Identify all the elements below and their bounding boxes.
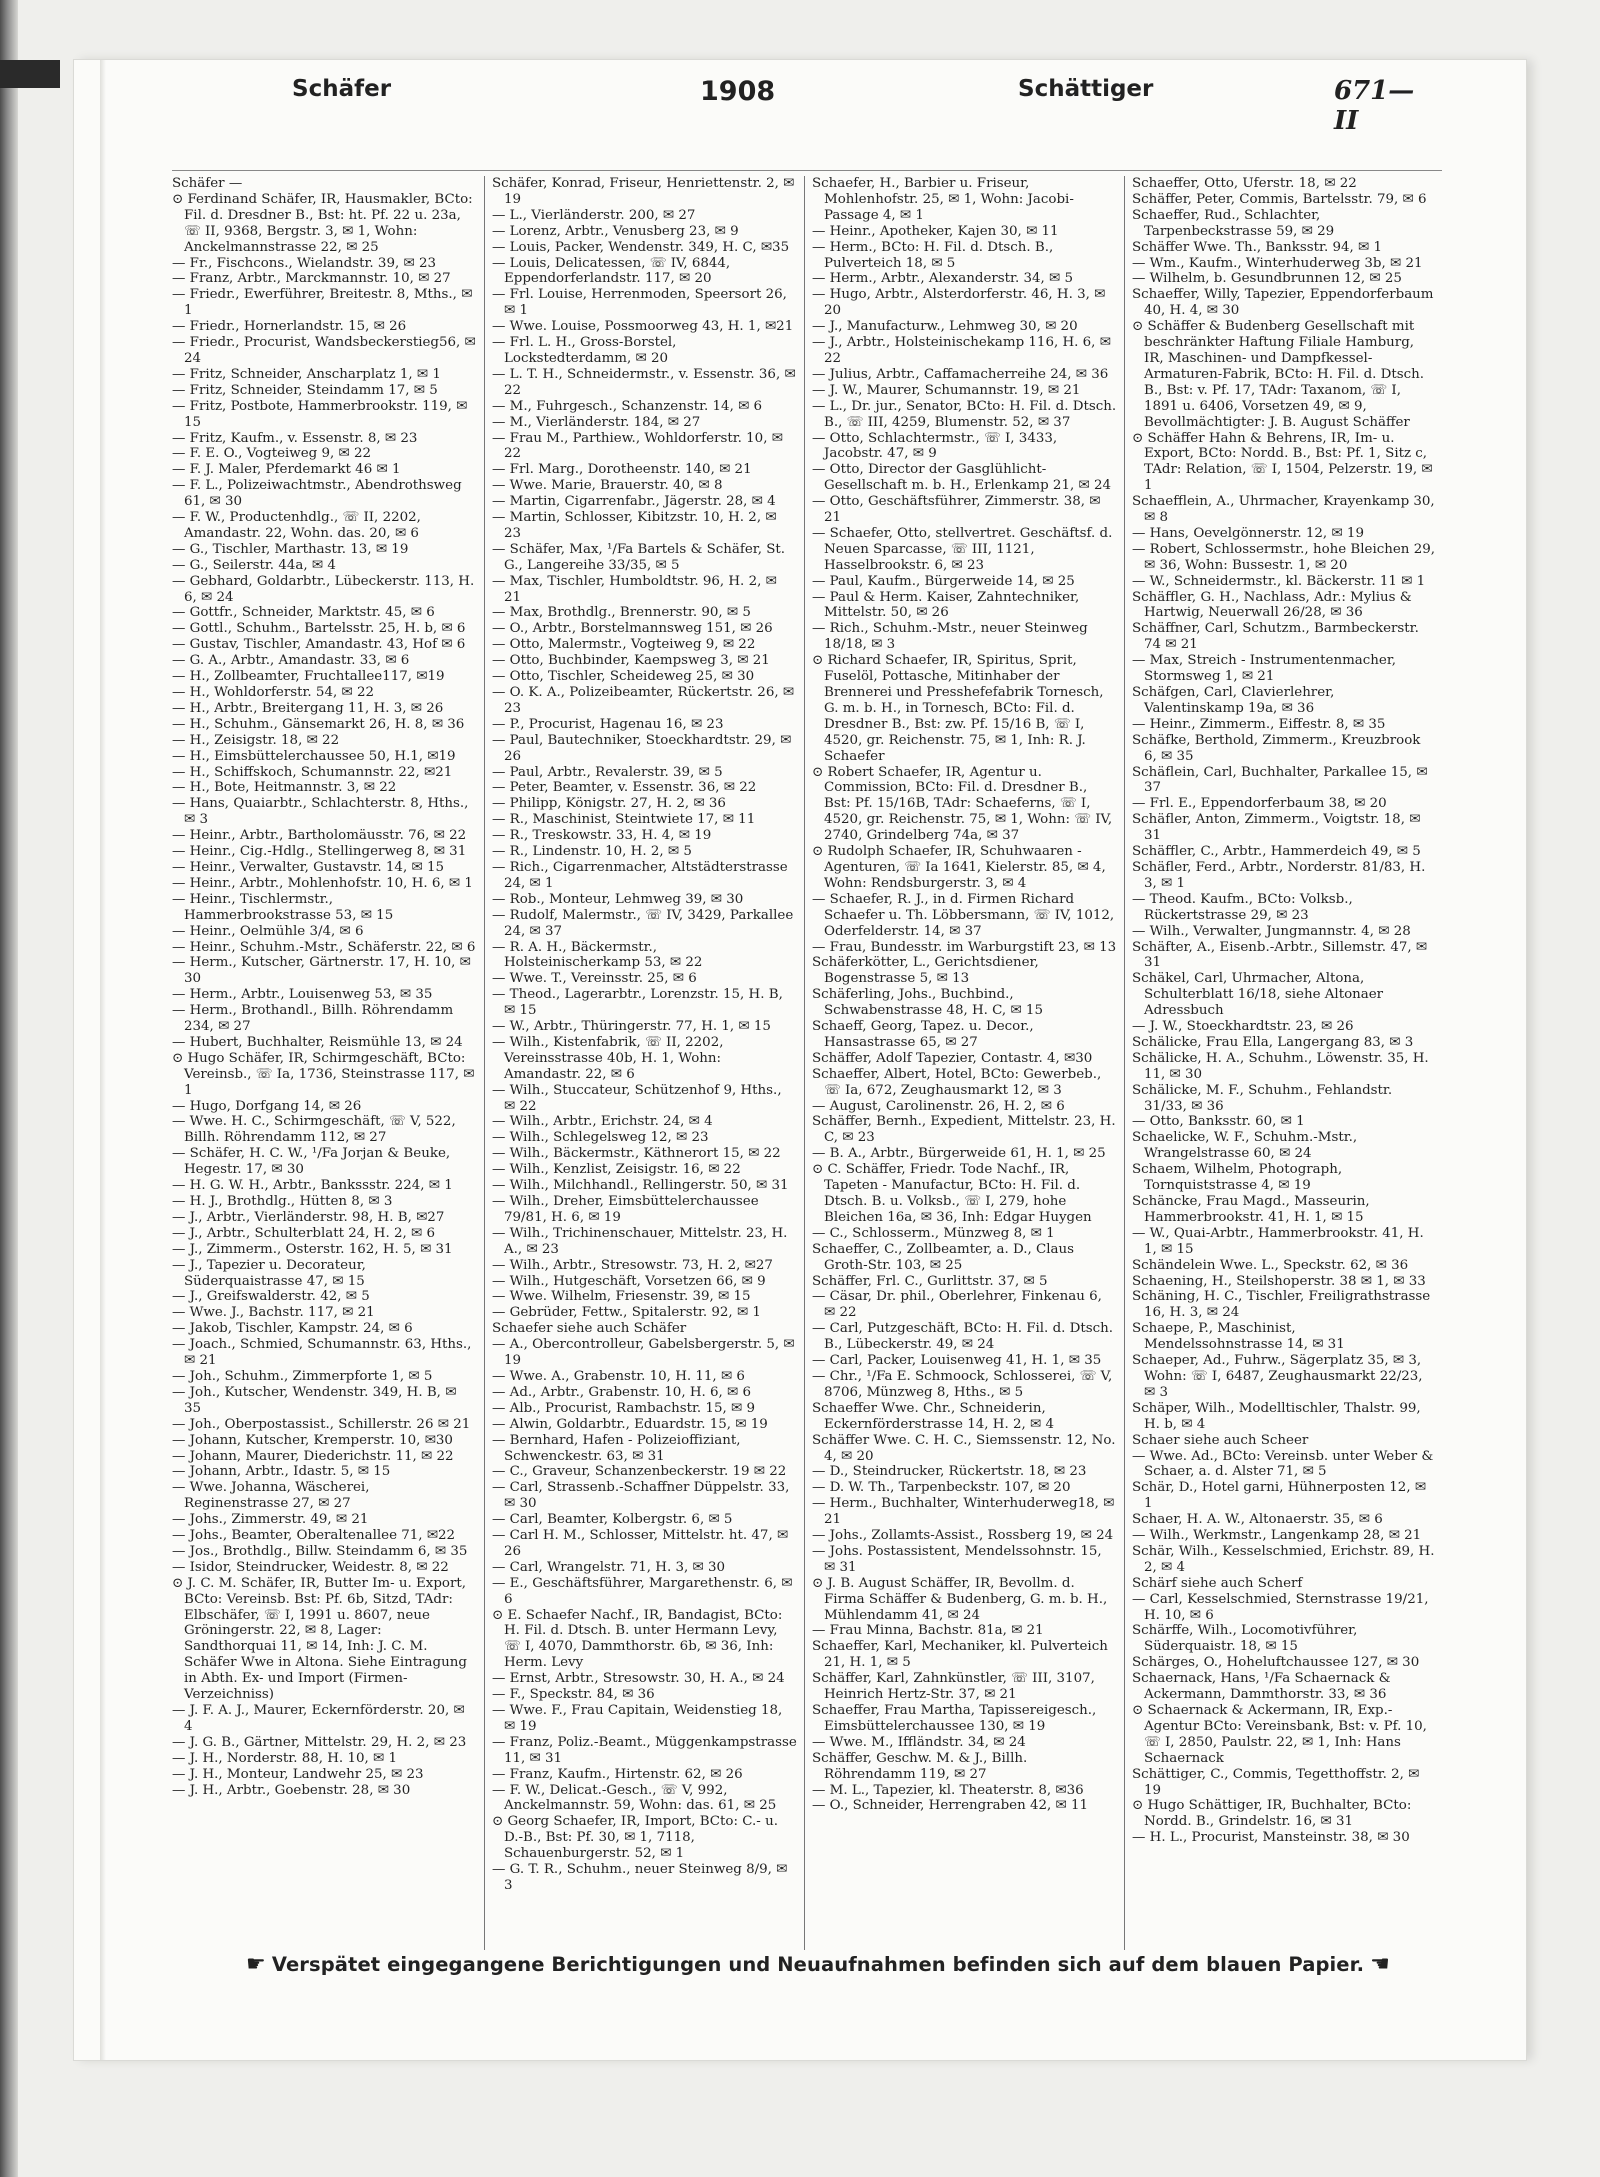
directory-entry: — Schaefer, R. J., in d. Firmen Richard Schaefer u. Th. Löbbersmann, ☏ IV, 1012, Oderfelderstr. 14, ✉ 37 xyxy=(812,891,1115,939)
directory-entry: Schäffer, Karl, Zahnkünstler, ☏ III, 3107, Heinrich Hertz-Str. 37, ✉ 21 xyxy=(812,1671,1095,1703)
directory-entry: — Frau Minna, Bachstr. 81a, ✉ 21 xyxy=(812,1623,1044,1639)
footer-text: Verspätet eingegangene Berichtigungen und Neuaufnahmen befinden sich auf dem blauen Papier. xyxy=(271,1953,1365,1976)
directory-entry: — Heinr., Tischlermstr., Hammerbrookstrasse 53, ✉ 15 xyxy=(172,891,394,923)
directory-entry: — Paul, Kaufm., Bürgerweide 14, ✉ 25 xyxy=(812,573,1075,589)
directory-entry: — Peter, Beamter, v. Essenstr. 36, ✉ 22 xyxy=(492,780,757,796)
directory-entry: — Hugo, Arbtr., Alsterdorferstr. 46, H. 3, ✉ 20 xyxy=(812,287,1106,319)
directory-entry: — Theod., Lagerarbtr., Lorenzstr. 15, H. B, ✉ 15 xyxy=(492,987,783,1019)
directory-entry: Schaernack, Hans, ¹/Fa Schaernack & Ackermann, Dammthorstr. 33, ✉ 36 xyxy=(1132,1671,1391,1703)
directory-entry: — H. L., Procurist, Mansteinstr. 38, ✉ 30 xyxy=(1132,1830,1410,1846)
directory-entry: Schättiger, C., Commis, Tegetthoffstr. 2, ✉ 19 xyxy=(1132,1766,1420,1798)
directory-entry: — L. T. H., Schneidermstr., v. Essenstr. 36, ✉ 22 xyxy=(492,366,796,398)
directory-entry: — Johs., Beamter, Oberaltenallee 71, ✉22 xyxy=(172,1528,456,1544)
directory-entry: — Gustav, Tischler, Amandastr. 43, Hof ✉ 6 xyxy=(172,637,466,653)
directory-entry: — Heinr., Cig.-Hdlg., Stellingerweg 8, ✉ 31 xyxy=(172,844,467,860)
directory-entry: — Wwe. Johanna, Wäscherei, Reginenstrasse 27, ✉ 27 xyxy=(172,1480,370,1512)
directory-entry: — Wilh., Trichinenschauer, Mittelstr. 23, H. A., ✉ 23 xyxy=(492,1225,788,1257)
directory-entry: — J. W., Maurer, Schumannstr. 19, ✉ 21 xyxy=(812,382,1081,398)
directory-entry: Schäffer Wwe. Th., Banksstr. 94, ✉ 1 xyxy=(1132,239,1383,255)
directory-entry: — Fritz, Schneider, Anscharplatz 1, ✉ 1 xyxy=(172,366,441,382)
directory-entry: — Wilh., Schlegelsweg 12, ✉ 23 xyxy=(492,1130,709,1146)
directory-entry: — Jos., Brothdlg., Billw. Steindamm 6, ✉ 35 xyxy=(172,1543,468,1559)
directory-entry: — G. T. R., Schuhm., neuer Steinweg 8/9, ✉ 3 xyxy=(492,1862,788,1893)
directory-entry: — Ernst, Arbtr., Stresowstr. 30, H. A., ✉ 24 xyxy=(492,1671,785,1687)
directory-entry: Schäfer, Konrad, Friseur, Henriettenstr. 2, ✉ 19 xyxy=(492,176,795,207)
directory-entry: — M. L., Tapezier, kl. Theaterstr. 8, ✉36 xyxy=(812,1782,1084,1798)
directory-entry: — F. L., Polizeiwachtmstr., Abendrothsweg 61, ✉ 30 xyxy=(172,478,462,510)
directory-entry: ⊙ Schäffer & Budenberg Gesellschaft mit beschränkter Haftung Filiale Hamburg, IR, Maschinen- und Dampfkessel-Armaturen-Fabrik, BCto: H. Fil. d. Dtsch. B., Bst: v. Pf. 17, TAdr: Taxanom, ☏ I, 1891 u. 6406, Vorsetzen 49, ✉ 9, Bevollmächtigter: J. B. August Schäffer xyxy=(1132,319,1425,430)
directory-entry: — Schäfer, Max, ¹/Fa Bartels & Schäfer, St. G., Langereihe 33/35, ✉ 5 xyxy=(492,541,786,573)
directory-entry: — Louis, Delicatessen, ☏ IV, 6844, Eppendorferlandstr. 117, ✉ 20 xyxy=(492,255,731,287)
directory-entry: — J., Zimmerm., Osterstr. 162, H. 5, ✉ 31 xyxy=(172,1241,453,1257)
directory-entry: — F. J. Maler, Pferdemarkt 46 ✉ 1 xyxy=(172,462,401,478)
directory-entry: — Joh., Kutscher, Wendenstr. 349, H. B, ✉ 35 xyxy=(172,1384,457,1416)
directory-entry: — Fritz, Schneider, Steindamm 17, ✉ 5 xyxy=(172,382,438,398)
directory-entry: Schäffer, Bernh., Expedient, Mittelstr. 23, H. C, ✉ 23 xyxy=(812,1114,1116,1146)
directory-entry: Schälicke, H. A., Schuhm., Löwenstr. 35, H. 11, ✉ 30 xyxy=(1132,1050,1429,1082)
directory-entry: — Otto, Tischler, Scheideweg 25, ✉ 30 xyxy=(492,669,755,685)
directory-entry: — C., Schlosserm., Münzweg 8, ✉ 1 xyxy=(812,1225,1055,1241)
page-number-text: 671—II xyxy=(1334,76,1415,136)
directory-entry: Schäffler, G. H., Nachlass, Adr.: Mylius & Hartwig, Neuerwall 26/28, ✉ 36 xyxy=(1132,589,1412,621)
directory-entry: ⊙ C. Schäffer, Friedr. Tode Nachf., IR, Tapeten - Manufactur, BCto: H. Fil. d. Dtsch. B. u. Volksb., ☏ I, 279, hohe Bleichen 16a, ✉ 36, Inh: Edgar Huygen xyxy=(812,1162,1092,1225)
directory-entry: — Wwe. Marie, Brauerstr. 40, ✉ 8 xyxy=(492,478,723,494)
directory-entry: — W., Quai-Arbtr., Hammerbrookstr. 41, H. 1, ✉ 15 xyxy=(1132,1225,1424,1257)
directory-entry: — Franz, Arbtr., Marckmannstr. 10, ✉ 27 xyxy=(172,271,451,287)
directory-entry: — Max, Tischler, Humboldtstr. 96, H. 2, ✉ 21 xyxy=(492,573,777,605)
directory-entry: Schäfgen, Carl, Clavierlehrer, Valentinskamp 19a, ✉ 36 xyxy=(1132,685,1335,716)
directory-entry: ⊙ Georg Schaefer, IR, Import, BCto: C.- u. D.-B., Bst: Pf. 30, ✉ 1, 7118, Schauenburgerstr. 52, ✉ 1 xyxy=(492,1814,778,1862)
directory-entry: — Chr., ¹/Fa E. Schmoock, Schlosserei, ☏ V, 8706, Münzweg 8, Hths., ✉ 5 xyxy=(812,1368,1113,1400)
directory-entry: — Frl. Marg., Dorotheenstr. 140, ✉ 21 xyxy=(492,462,752,478)
directory-entry: — J. F. A. J., Maurer, Eckernförderstr. 20, ✉ 4 xyxy=(172,1703,465,1734)
directory-entry: — Rich., Schuhm.-Mstr., neuer Steinweg 18/18, ✉ 3 xyxy=(812,621,1088,653)
directory-entry: — Philipp, Königstr. 27, H. 2, ✉ 36 xyxy=(492,796,726,812)
directory-entry: — Heinr., Apotheker, Kajen 30, ✉ 11 xyxy=(812,223,1059,239)
directory-entry: — Carl H. M., Schlosser, Mittelstr. ht. 47, ✉ 26 xyxy=(492,1528,789,1559)
directory-entry: Schäfler, Anton, Zimmerm., Voigtstr. 18, ✉ 31 xyxy=(1132,812,1421,844)
directory-entry: — H., Zeisigstr. 18, ✉ 22 xyxy=(172,732,340,748)
directory-entry: ⊙ J. C. M. Schäfer, IR, Butter Im- u. Export, BCto: Vereinsb. Bst: Pf. 6b, Sitzd, TAdr: Elbschäfer, ☏ I, 1991 u. 8607, neue Gröningerstr. 22, ✉ 8, Lager: Sandthorquai 11, ✉ 14, Inh: J. C. M. Schäfer Wwe in Altona. Siehe Eintragung in Abth. Ex- und Import (Firmen-Verzeichniss) xyxy=(172,1575,467,1703)
directory-entry: Schändelein Wwe. L., Speckstr. 62, ✉ 36 xyxy=(1132,1257,1409,1273)
directory-entry: Schäncke, Frau Magd., Masseurin, Hammerbrookstr. 41, H. 1, ✉ 15 xyxy=(1132,1194,1370,1225)
directory-entry: Schäning, H. C., Tischler, Freiligrathstrasse 16, H. 3, ✉ 24 xyxy=(1132,1289,1431,1321)
directory-entry: Schaeff, Georg, Tapez. u. Decor., Hansastrasse 65, ✉ 27 xyxy=(812,1019,1034,1050)
directory-entry: — J. H., Arbtr., Goebenstr. 28, ✉ 30 xyxy=(172,1782,411,1798)
directory-entry: ⊙ Hugo Schäfer, IR, Schirmgeschäft, BCto: Vereinsb., ☏ Ia, 1736, Steinstrasse 117, ✉ 1 xyxy=(172,1050,475,1098)
directory-entry: Schäfter, A., Eisenb.-Arbtr., Sillemstr. 47, ✉ 31 xyxy=(1132,939,1428,971)
directory-entry: — G. A., Arbtr., Amandastr. 33, ✉ 6 xyxy=(172,653,410,669)
directory-entry: — L., Dr. jur., Senator, BCto: H. Fil. d. Dtsch. B., ☏ III, 4259, Blumenstr. 52, ✉ 37 xyxy=(812,398,1117,430)
header-year: 1908 xyxy=(700,76,776,107)
directory-entry: — Paul & Herm. Kaiser, Zahntechniker, Mittelstr. 50, ✉ 26 xyxy=(812,589,1080,621)
directory-entry: — Fritz, Kaufm., v. Essenstr. 8, ✉ 23 xyxy=(172,430,418,446)
directory-entry: Schaelicke, W. F., Schuhm.-Mstr., Wrangelstrasse 60, ✉ 24 xyxy=(1132,1130,1358,1162)
directory-entry: — Joh., Oberpostassist., Schillerstr. 26 ✉ 21 xyxy=(172,1416,471,1432)
directory-entry: — Wilhelm, b. Gesundbrunnen 12, ✉ 25 xyxy=(1132,271,1402,287)
directory-entry: — Otto, Buchbinder, Kaempsweg 3, ✉ 21 xyxy=(492,653,770,669)
page-header xyxy=(92,72,1432,136)
directory-entry: — J. G. B., Gärtner, Mittelstr. 29, H. 2, ✉ 23 xyxy=(172,1734,467,1750)
directory-entry: — Joh., Schuhm., Zimmerpforte 1, ✉ 5 xyxy=(172,1368,433,1384)
directory-entry: — Fritz, Postbote, Hammerbrookstr. 119, ✉ 15 xyxy=(172,398,468,430)
directory-entry: — G., Seilerstr. 44a, ✉ 4 xyxy=(172,557,336,573)
column-3 xyxy=(812,176,1117,1950)
directory-entry: — Ad., Arbtr., Grabenstr. 10, H. 6, ✉ 6 xyxy=(492,1384,752,1400)
directory-entry: — Wwe. A., Grabenstr. 10, H. 11, ✉ 6 xyxy=(492,1368,745,1384)
directory-entry: — H., Bote, Heitmannstr. 3, ✉ 22 xyxy=(172,780,397,796)
directory-entry: Schaening, H., Steilshoperstr. 38 ✉ 1, ✉ 33 xyxy=(1132,1273,1426,1289)
directory-entry: — Johann, Kutscher, Kremperstr. 10, ✉30 xyxy=(172,1432,453,1448)
directory-entry: Schäper, Wilh., Modelltischler, Thalstr. 99, H. b, ✉ 4 xyxy=(1132,1400,1421,1432)
directory-entry: Schärges, O., Hoheluftchaussee 127, ✉ 30 xyxy=(1132,1655,1420,1671)
directory-entry: — Hubert, Buchhalter, Reismühle 13, ✉ 24 xyxy=(172,1034,463,1050)
directory-entry: — J. H., Norderstr. 88, H. 10, ✉ 1 xyxy=(172,1750,397,1766)
directory-entry: — Johs. Postassistent, Mendelssohnstr. 15, ✉ 31 xyxy=(812,1543,1102,1575)
directory-entry: — J., Manufacturw., Lehmweg 30, ✉ 20 xyxy=(812,319,1078,335)
directory-entry: — Frl. E., Eppendorferbaum 38, ✉ 20 xyxy=(1132,796,1387,812)
directory-entry: Schäkel, Carl, Uhrmacher, Altona, Schulterblatt 16/18, siehe Altonaer Adressbuch xyxy=(1132,971,1384,1019)
directory-entry: — Robert, Schlossermstr., hohe Bleichen 29, ✉ 36, Wohn: Bussestr. 1, ✉ 20 xyxy=(1132,541,1435,573)
directory-entry: — L., Vierländerstr. 200, ✉ 27 xyxy=(492,207,696,223)
directory-entry: — Rudolf, Malermstr., ☏ IV, 3429, Parkallee 24, ✉ 37 xyxy=(492,907,794,939)
directory-entry: Schäferkötter, L., Gerichtsdiener, Bogenstrasse 5, ✉ 13 xyxy=(812,955,1039,987)
directory-entry: — Gottfr., Schneider, Marktstr. 45, ✉ 6 xyxy=(172,605,435,621)
directory-entry: — Heinr., Arbtr., Bartholomäusstr. 76, ✉ 22 xyxy=(172,828,467,844)
directory-entry: Schaeper, Ad., Fuhrw., Sägerplatz 35, ✉ 3, Wohn: ☏ I, 6487, Zeughausmarkt 22/23, ✉ 3 xyxy=(1132,1353,1423,1400)
directory-entry: — Joach., Schmied, Schumannstr. 63, Hths., ✉ 21 xyxy=(172,1337,472,1369)
directory-entry: — Herm., BCto: H. Fil. d. Dtsch. B., Pulverteich 18, ✉ 5 xyxy=(812,239,1054,271)
directory-entry: — B. A., Arbtr., Bürgerweide 61, H. 1, ✉ 25 xyxy=(812,1146,1106,1162)
directory-entry: Schaeffer, Rud., Schlachter, Tarpenbeckstrasse 59, ✉ 29 xyxy=(1132,207,1335,239)
column-1 xyxy=(172,176,477,1950)
directory-entry: Schäffer, Adolf Tapezier, Contastr. 4, ✉30 xyxy=(812,1050,1093,1066)
directory-entry: ⊙ Rudolph Schaefer, IR, Schuhwaaren - Agenturen, ☏ Ia 1641, Kielerstr. 85, ✉ 4, Wohn: Rendsburgerstr. 3, ✉ 4 xyxy=(812,844,1106,891)
directory-entry: — H. G. W. H., Arbtr., Bankssstr. 224, ✉ 1 xyxy=(172,1178,453,1194)
directory-entry: — G., Tischler, Marthastr. 13, ✉ 19 xyxy=(172,541,409,557)
directory-entry: — R. A. H., Bäckermstr., Holsteinischerkamp 53, ✉ 22 xyxy=(492,939,703,971)
directory-entry: Schäflein, Carl, Buchhalter, Parkallee 15, ✉ 37 xyxy=(1132,764,1428,796)
directory-entry: Schäfer — xyxy=(172,176,243,191)
directory-entry: — Otto, Schlachtermstr., ☏ I, 3433, Jacobstr. 47, ✉ 9 xyxy=(812,430,1058,462)
directory-entry: — E., Geschäftsführer, Margarethenstr. 6, ✉ 6 xyxy=(492,1575,793,1607)
directory-entry: — Johs., Zimmerstr. 49, ✉ 21 xyxy=(172,1512,369,1528)
directory-entry: — Wilh., Werkmstr., Langenkamp 28, ✉ 21 xyxy=(1132,1528,1422,1544)
directory-entry: — Wwe. T., Vereinsstr. 25, ✉ 6 xyxy=(492,971,697,987)
directory-entry: Schäfler, Ferd., Arbtr., Norderstr. 81/83, H. 3, ✉ 1 xyxy=(1132,859,1426,891)
directory-entry: — O., Arbtr., Borstelmannsweg 151, ✉ 26 xyxy=(492,621,773,637)
directory-entry: — Franz, Kaufm., Hirtenstr. 62, ✉ 26 xyxy=(492,1766,743,1782)
directory-entry: — Friedr., Ewerführer, Breitestr. 8, Mths., ✉ 1 xyxy=(172,287,473,319)
directory-entry: — J., Greifswalderstr. 42, ✉ 5 xyxy=(172,1289,370,1305)
directory-entry: — Alb., Procurist, Rambachstr. 15, ✉ 9 xyxy=(492,1400,755,1416)
directory-entry: Schaefer, H., Barbier u. Friseur, Mohlenhofstr. 25, ✉ 1, Wohn: Jacobi-Passage 4, ✉ 1 xyxy=(812,176,1074,223)
directory-entry: Schälicke, M. F., Schuhm., Fehlandstr. 31/33, ✉ 36 xyxy=(1132,1082,1393,1114)
directory-entry: — Friedr., Procurist, Wandsbeckerstieg56, ✉ 24 xyxy=(172,335,476,366)
directory-entry: — Julius, Arbtr., Caffamacherreihe 24, ✉ 36 xyxy=(812,366,1109,382)
column-divider xyxy=(1124,176,1125,1950)
directory-entry: — Paul, Arbtr., Revalerstr. 39, ✉ 5 xyxy=(492,764,723,780)
column-2 xyxy=(492,176,797,1950)
directory-entry: — Hans, Oevelgönnerstr. 12, ✉ 19 xyxy=(1132,525,1364,541)
directory-entry: — H. J., Brothdlg., Hütten 8, ✉ 3 xyxy=(172,1194,393,1209)
directory-entry: — J., Arbtr., Holsteinischekamp 116, H. 6, ✉ 22 xyxy=(812,335,1111,366)
directory-entry: ⊙ Ferdinand Schäfer, IR, Hausmakler, BCto: Fil. d. Dresdner B., Bst: ht. Pf. 22 u. 23a, ☏ II, 9368, Bergstr. 3, ✉ 1, Wohn: Anckelmannstrasse 22, ✉ 25 xyxy=(172,191,473,255)
directory-entry: — Schäfer, H. C. W., ¹/Fa Jorjan & Beuke, Hegestr. 17, ✉ 30 xyxy=(172,1146,451,1178)
header-right-word: Schättiger xyxy=(1018,76,1154,102)
directory-entry: — Wwe. F., Frau Capitain, Weidenstieg 18, ✉ 19 xyxy=(492,1703,783,1734)
directory-entry: — Heinr., Verwalter, Gustavstr. 14, ✉ 15 xyxy=(172,859,444,875)
directory-entry: — H., Arbtr., Breitergang 11, H. 3, ✉ 26 xyxy=(172,700,444,716)
directory-entry: — J., Tapezier u. Decorateur, Süderquaistrasse 47, ✉ 15 xyxy=(172,1257,366,1289)
directory-entry: — Heinr., Oelmühle 3/4, ✉ 6 xyxy=(172,923,364,939)
directory-entry: ⊙ Hugo Schättiger, IR, Buchhalter, BCto: Nordd. B., Grindelstr. 16, ✉ 31 xyxy=(1132,1798,1412,1830)
directory-entry: — Wwe. H. C., Schirmgeschäft, ☏ V, 522, Billh. Röhrendamm 112, ✉ 27 xyxy=(172,1114,456,1146)
directory-entry: — R., Maschinist, Steintwiete 17, ✉ 11 xyxy=(492,812,756,828)
directory-entry: Schäferling, Johs., Buchbind., Schwabenstrasse 48, H. C, ✉ 15 xyxy=(812,987,1043,1019)
directory-entry: — M., Fuhrgesch., Schanzenstr. 14, ✉ 6 xyxy=(492,398,763,414)
directory-entry: Schäfke, Berthold, Zimmerm., Kreuzbrook 6, ✉ 35 xyxy=(1132,732,1421,764)
directory-entry: Schäffer, Frl. C., Gurlittstr. 37, ✉ 5 xyxy=(812,1273,1048,1289)
directory-entry: — D., Steindrucker, Rückertstr. 18, ✉ 23 xyxy=(812,1464,1087,1480)
directory-entry: — Johs., Zollamts-Assist., Rossberg 19, ✉ 24 xyxy=(812,1528,1114,1544)
directory-entry: — Wwe. J., Bachstr. 117, ✉ 21 xyxy=(172,1305,375,1321)
directory-entry: — Louis, Packer, Wendenstr. 349, H. C, ✉35 xyxy=(492,239,790,255)
directory-entry: — Carl, Putzgeschäft, BCto: H. Fil. d. Dtsch. B., Lübeckerstr. 49, ✉ 24 xyxy=(812,1321,1114,1353)
directory-entry: — Hans, Quaiarbtr., Schlachterstr. 8, Hths., ✉ 3 xyxy=(172,796,469,828)
directory-entry: — F. W., Productenhdlg., ☏ II, 2202, Amandastr. 22, Wohn. das. 20, ✉ 6 xyxy=(172,510,421,541)
directory-entry: Schäffner, Carl, Schutzm., Barmbeckerstr. 74 ✉ 21 xyxy=(1132,621,1419,653)
page-gutter-shadow xyxy=(100,60,106,2060)
directory-entry: — Otto, Banksstr. 60, ✉ 1 xyxy=(1132,1114,1305,1130)
directory-entry: — H., Schuhm., Gänsemarkt 26, H. 8, ✉ 36 xyxy=(172,716,465,732)
directory-entry: — Herm., Brothandl., Billh. Röhrendamm 234, ✉ 27 xyxy=(172,1003,454,1035)
directory-entry: — F., Speckstr. 84, ✉ 36 xyxy=(492,1687,655,1703)
directory-entry: — J., Arbtr., Vierländerstr. 98, H. B, ✉27 xyxy=(172,1209,445,1225)
pointing-hand-left-icon: ☚ xyxy=(1370,1952,1390,1977)
directory-entry: — Frau M., Parthiew., Wohldorferstr. 10, ✉ 22 xyxy=(492,430,783,462)
directory-entry: — Carl, Wrangelstr. 71, H. 3, ✉ 30 xyxy=(492,1559,726,1575)
directory-entry: — Isidor, Steindrucker, Weidestr. 8, ✉ 22 xyxy=(172,1559,449,1575)
directory-entry: — Bernhard, Hafen - Polizeioffiziant, Schwenckestr. 63, ✉ 31 xyxy=(492,1432,741,1464)
directory-entry: — Wilh., Bäckermstr., Käthnerort 15, ✉ 22 xyxy=(492,1146,781,1162)
entries-columns xyxy=(172,176,1442,1950)
directory-entry: — Jakob, Tischler, Kampstr. 24, ✉ 6 xyxy=(172,1321,413,1337)
directory-entry: Schäffer Wwe. C. H. C., Siemssenstr. 12, No. 4, ✉ 20 xyxy=(812,1432,1116,1464)
directory-entry: — M., Vierländerstr. 184, ✉ 27 xyxy=(492,414,701,430)
directory-entry: ⊙ J. B. August Schäffer, IR, Bevollm. d. Firma Schäffer & Budenberg, G. m. b. H., Mühlendamm 41, ✉ 24 xyxy=(812,1575,1108,1623)
directory-entry: — R., Lindenstr. 10, H. 2, ✉ 5 xyxy=(492,844,692,860)
directory-entry: — Rob., Monteur, Lehmweg 39, ✉ 30 xyxy=(492,891,744,907)
directory-entry: — A., Obercontrolleur, Gabelsbergerstr. 5, ✉ 19 xyxy=(492,1337,795,1369)
directory-entry: Schärf siehe auch Scherf xyxy=(1132,1575,1303,1591)
directory-entry: — Paul, Bautechniker, Stoeckhardtstr. 29, ✉ 26 xyxy=(492,732,792,764)
directory-entry: Schaeffer Wwe. Chr., Schneiderin, Eckernförderstrasse 14, H. 2, ✉ 4 xyxy=(812,1400,1054,1432)
directory-entry: — Wilh., Arbtr., Stresowstr. 73, H. 2, ✉27 xyxy=(492,1257,773,1273)
directory-entry: — August, Carolinenstr. 26, H. 2, ✉ 6 xyxy=(812,1098,1065,1114)
directory-entry: — Herm., Buchhalter, Winterhuderweg18, ✉ 21 xyxy=(812,1496,1115,1528)
directory-entry: — D. W. Th., Tarpenbeckstr. 107, ✉ 20 xyxy=(812,1480,1071,1496)
directory-entry: — Herm., Kutscher, Gärtnerstr. 17, H. 10, ✉ 30 xyxy=(172,955,471,987)
directory-entry: ⊙ Schäffer Hahn & Behrens, IR, Im- u. Export, BCto: Nordd. B., Bst: Pf. 1, Sitz c, TAdr: Relation, ☏ I, 1504, Pelzerstr. 19, ✉ 1 xyxy=(1132,430,1433,494)
directory-entry: — H., Eimsbüttelerchaussee 50, H.1, ✉19 xyxy=(172,748,456,764)
directory-entry: ⊙ Schaernack & Ackermann, IR, Exp.-Agentur BCto: Vereinsbank, Bst: v. Pf. 10, ☏ I, 2850, Paulstr. 22, ✉ 1, Inh: Hans Schaernack xyxy=(1132,1703,1427,1766)
directory-entry: — Otto, Geschäftsführer, Zimmerstr. 38, ✉ 21 xyxy=(812,494,1101,526)
directory-entry: — Wwe. Wilhelm, Friesenstr. 39, ✉ 15 xyxy=(492,1289,751,1305)
directory-entry: — Lorenz, Arbtr., Venusberg 23, ✉ 9 xyxy=(492,223,739,239)
directory-entry: — Wilh., Verwalter, Jungmannstr. 4, ✉ 28 xyxy=(1132,923,1411,939)
directory-entry: — Wilh., Kistenfabrik, ☏ II, 2202, Vereinsstrasse 40b, H. 1, Wohn: Amandastr. 22, ✉ 6 xyxy=(492,1034,724,1082)
directory-entry: Schaeffer, C., Zollbeamter, a. D., Claus Groth-Str. 103, ✉ 25 xyxy=(812,1241,1075,1273)
directory-entry: — Heinr., Arbtr., Mohlenhofstr. 10, H. 6, ✉ 1 xyxy=(172,875,473,891)
directory-entry: — Wilh., Milchhandl., Rellingerstr. 50, ✉ 31 xyxy=(492,1178,789,1194)
directory-entry: — Herm., Arbtr., Alexanderstr. 34, ✉ 5 xyxy=(812,271,1074,287)
directory-entry: Schaem, Wilhelm, Photograph, Tornquiststrasse 4, ✉ 19 xyxy=(1132,1162,1343,1194)
directory-entry: ⊙ E. Schaefer Nachf., IR, Bandagist, BCto: H. Fil. d. Dtsch. B. unter Hermann Levy, ☏ I, 4070, Dammthorstr. 6b, ✉ 36, Inh: Herm. Levy xyxy=(492,1607,783,1671)
directory-entry: — Max, Brothdlg., Brennerstr. 90, ✉ 5 xyxy=(492,605,751,621)
directory-entry: — Friedr., Hornerlandstr. 15, ✉ 26 xyxy=(172,319,407,335)
directory-entry: Schaeffer, Otto, Uferstr. 18, ✉ 22 xyxy=(1132,176,1357,191)
directory-entry: — J. W., Stoeckhardtstr. 23, ✉ 26 xyxy=(1132,1019,1354,1035)
directory-entry: ⊙ Robert Schaefer, IR, Agentur u. Commission, BCto: Fil. d. Dresdner B., Bst: Pf. 15/16B, TAdr: Schaeferns, ☏ I, 4520, gr. Reichenstr. 75, ✉ 1, Wohn: ☏ IV, 2740, Grindelberg 74a, ✉ 37 xyxy=(812,764,1113,844)
directory-entry: — W., Schneidermstr., kl. Bäckerstr. 11 ✉ 1 xyxy=(1132,573,1426,589)
directory-entry: Schaeffer, Willy, Tapezier, Eppendorferbaum 40, H. 4, ✉ 30 xyxy=(1132,287,1434,319)
binding-edge xyxy=(0,0,18,2177)
header-left-word: Schäfer xyxy=(292,76,392,102)
directory-entry: Schaeffer, Karl, Mechaniker, kl. Pulverteich 21, H. 1, ✉ 5 xyxy=(812,1639,1108,1671)
directory-entry: — Otto, Director der Gasglühlicht-Gesellschaft m. b. H., Erlenkamp 21, ✉ 24 xyxy=(812,462,1111,494)
directory-entry: — Wwe. M., Iffländstr. 34, ✉ 24 xyxy=(812,1734,1026,1750)
directory-entry: — H., Wohldorferstr. 54, ✉ 22 xyxy=(172,685,374,700)
directory-entry: — Schaefer, Otto, stellvertret. Geschäftsf. d. Neuen Sparcasse, ☏ III, 1121, Hasselbrookstr. 6, ✉ 23 xyxy=(812,525,1113,573)
directory-entry: — Wwe. Ad., BCto: Vereinsb. unter Weber & Schaer, a. d. Alster 71, ✉ 5 xyxy=(1132,1448,1434,1480)
directory-entry: — Wilh., Dreher, Eimsbüttelerchaussee 79/81, H. 6, ✉ 19 xyxy=(492,1194,759,1225)
directory-entry: Schaefer siehe auch Schäfer xyxy=(492,1321,687,1337)
directory-entry: — Cäsar, Dr. phil., Oberlehrer, Finkenau 6, ✉ 22 xyxy=(812,1289,1102,1321)
column-divider xyxy=(804,176,805,1950)
directory-entry: — Heinr., Zimmerm., Eiffestr. 8, ✉ 35 xyxy=(1132,716,1386,732)
directory-entry: — P., Procurist, Hagenau 16, ✉ 23 xyxy=(492,716,724,732)
directory-entry: — Wilh., Kenzlist, Zeisigstr. 16, ✉ 22 xyxy=(492,1162,741,1178)
directory-entry: — H., Zollbeamter, Fruchtallee117, ✉19 xyxy=(172,669,445,685)
directory-entry: — Carl, Strassenb.-Schaffner Düppelstr. 33, ✉ 30 xyxy=(492,1480,790,1512)
directory-entry: Schäffler, C., Arbtr., Hammerdeich 49, ✉ 5 xyxy=(1132,844,1421,860)
directory-entry: — Wwe. Louise, Possmoorweg 43, H. 1, ✉21 xyxy=(492,319,794,335)
directory-entry: — R., Treskowstr. 33, H. 4, ✉ 19 xyxy=(492,828,712,844)
column-4 xyxy=(1132,176,1437,1950)
directory-entry: Schäffer, Peter, Commis, Bartelsstr. 79, ✉ 6 xyxy=(1132,191,1427,207)
directory-entry: — F. W., Delicat.-Gesch., ☏ V, 992, Anckelmannstr. 59, Wohn: das. 61, ✉ 25 xyxy=(492,1782,777,1814)
directory-entry: — Gebrüder, Fettw., Spitalerstr. 92, ✉ 1 xyxy=(492,1305,761,1321)
directory-entry: — Frl. Louise, Herrenmoden, Speersort 26, ✉ 1 xyxy=(492,287,787,319)
directory-entry: Schaer siehe auch Scheer xyxy=(1132,1432,1309,1448)
directory-entry: Schaepe, P., Maschinist, Mendelssohnstrasse 14, ✉ 31 xyxy=(1132,1321,1345,1353)
column-divider xyxy=(484,176,485,1950)
directory-entry: Schaer, H. A. W., Altonaerstr. 35, ✉ 6 xyxy=(1132,1512,1383,1528)
directory-entry: — W., Arbtr., Thüringerstr. 77, H. 1, ✉ 15 xyxy=(492,1019,771,1035)
directory-entry: — O. K. A., Polizeibeamter, Rückertstr. 26, ✉ 23 xyxy=(492,685,795,716)
pointing-hand-icon: ☛ xyxy=(246,1952,266,1977)
directory-entry: — C., Graveur, Schanzenbeckerstr. 19 ✉ 22 xyxy=(492,1464,787,1480)
directory-entry: — Johann, Maurer, Diederichstr. 11, ✉ 22 xyxy=(172,1448,454,1464)
directory-entry: — Hugo, Dorfgang 14, ✉ 26 xyxy=(172,1098,362,1114)
directory-entry: Schäffer, Geschw. M. & J., Billh. Röhrendamm 119, ✉ 27 xyxy=(812,1750,1028,1782)
directory-entry: — H., Schiffskoch, Schumannstr. 22, ✉21 xyxy=(172,764,453,780)
directory-entry: — F. E. O., Vogteiweg 9, ✉ 22 xyxy=(172,446,372,462)
directory-entry: — Carl, Kesselschmied, Sternstrasse 19/21, H. 10, ✉ 6 xyxy=(1132,1591,1429,1623)
header-page-number xyxy=(1334,76,1432,136)
directory-entry: — Wilh., Hutgeschäft, Vorsetzen 66, ✉ 9 xyxy=(492,1273,766,1289)
directory-entry: — Wilh., Arbtr., Erichstr. 24, ✉ 4 xyxy=(492,1114,713,1130)
directory-entry: — Carl, Beamter, Kolbergstr. 6, ✉ 5 xyxy=(492,1512,733,1528)
directory-entry: — O., Schneider, Herrengraben 42, ✉ 11 xyxy=(812,1798,1089,1814)
directory-entry: — Gebhard, Goldarbtr., Lübeckerstr. 113, H. 6, ✉ 24 xyxy=(172,573,475,605)
directory-entry: ⊙ Richard Schaefer, IR, Spiritus, Sprit, Fuselöl, Pottasche, Mitinhaber der Brennerei und Presshefefabrik Tornesch, G. m. b. H., in Tornesch, BCto: Fil. d. Dresdner B., Bst: zw. Pf. 15/16 B, ☏ I, 4520, gr. Reichenstr. 75, ✉ 1, Inh: R. J. Schaefer xyxy=(812,653,1104,764)
directory-entry: — Wm., Kaufm., Winterhuderweg 3b, ✉ 21 xyxy=(1132,255,1423,271)
directory-entry: — Frau, Bundesstr. im Warburgstift 23, ✉ 13 xyxy=(812,939,1117,955)
directory-entry: — Frl. L. H., Gross-Borstel, Lockstedterdamm, ✉ 20 xyxy=(492,335,677,366)
directory-entry: Schaeffer, Albert, Hotel, BCto: Gewerbeb., ☏ Ia, 672, Zeughausmarkt 12, ✉ 3 xyxy=(812,1066,1102,1098)
footer-notice xyxy=(240,1952,1440,1982)
directory-entry: — Martin, Schlosser, Kibitzstr. 10, H. 2, ✉ 23 xyxy=(492,510,777,541)
directory-entry: — Theod. Kaufm., BCto: Volksb., Rückertstrasse 29, ✉ 23 xyxy=(1132,891,1353,923)
binding-tab xyxy=(0,60,60,88)
directory-entry: — Heinr., Schuhm.-Mstr., Schäferstr. 22, ✉ 6 xyxy=(172,939,476,955)
directory-entry: — Rich., Cigarrenmacher, Altstädterstrasse 24, ✉ 1 xyxy=(492,859,788,891)
directory-entry: Schärffe, Wilh., Locomotivführer, Süderquaistr. 18, ✉ 15 xyxy=(1132,1623,1358,1655)
directory-entry: Schär, D., Hotel garni, Hühnerposten 12, ✉ 1 xyxy=(1132,1480,1427,1512)
directory-entry: — Franz, Poliz.-Beamt., Müggenkampstrasse 11, ✉ 31 xyxy=(492,1734,797,1766)
directory-entry: — Wilh., Stuccateur, Schützenhof 9, Hths., ✉ 22 xyxy=(492,1082,782,1114)
directory-entry: Schär, Wilh., Kesselschmied, Erichstr. 89, H. 2, ✉ 4 xyxy=(1132,1543,1435,1575)
directory-entry: — Johann, Arbtr., Idastr. 5, ✉ 15 xyxy=(172,1464,391,1480)
directory-entry: — Carl, Packer, Louisenweg 41, H. 1, ✉ 35 xyxy=(812,1353,1102,1369)
directory-entry: — Alwin, Goldarbtr., Eduardstr. 15, ✉ 19 xyxy=(492,1416,768,1432)
directory-entry: Schälicke, Frau Ella, Langergang 83, ✉ 3 xyxy=(1132,1034,1414,1050)
directory-entry: Schaeffer, Frau Martha, Tapissereigesch., Eimsbüttelerchaussee 130, ✉ 19 xyxy=(812,1703,1097,1734)
directory-entry: — J., Arbtr., Schulterblatt 24, H. 2, ✉ 6 xyxy=(172,1225,436,1241)
directory-entry: Schaefflein, A., Uhrmacher, Krayenkamp 30, ✉ 8 xyxy=(1132,494,1435,526)
directory-entry: — Gottl., Schuhm., Bartelsstr. 25, H. b, ✉ 6 xyxy=(172,621,466,637)
directory-entry: — Herm., Arbtr., Louisenweg 53, ✉ 35 xyxy=(172,987,433,1003)
directory-entry: — J. H., Monteur, Landwehr 25, ✉ 23 xyxy=(172,1766,424,1782)
header-rule xyxy=(172,170,1442,171)
directory-entry: — Fr., Fischcons., Wielandstr. 39, ✉ 23 xyxy=(172,255,436,271)
directory-entry: — Otto, Malermstr., Vogteiweg 9, ✉ 22 xyxy=(492,637,756,653)
directory-entry: — Max, Streich - Instrumentenmacher, Stormsweg 1, ✉ 21 xyxy=(1132,653,1397,685)
directory-entry: — Martin, Cigarrenfabr., Jägerstr. 28, ✉ 4 xyxy=(492,494,776,510)
